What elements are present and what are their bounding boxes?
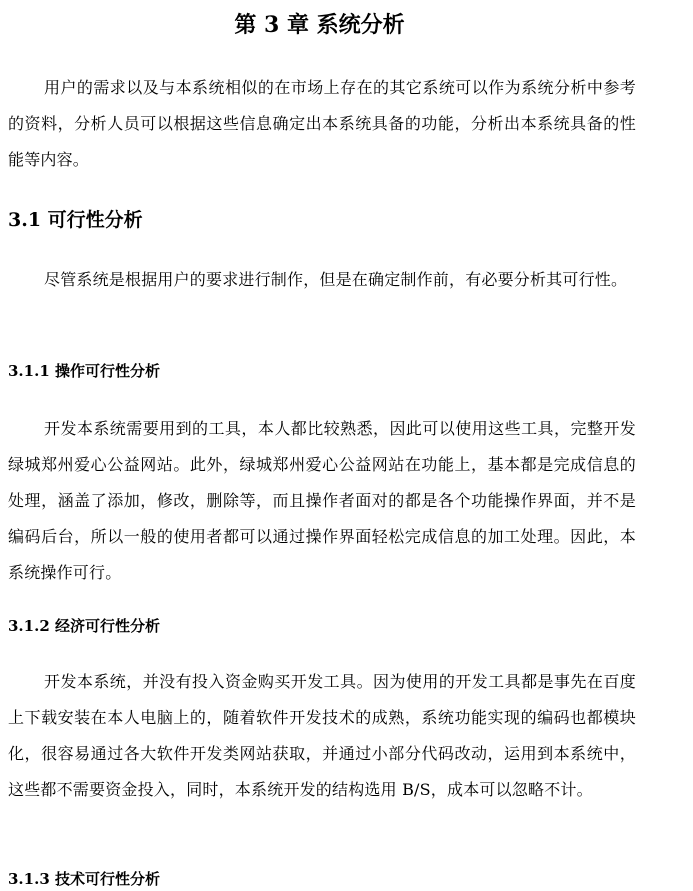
chapter-title: 第 3 章 系统分析 (234, 12, 405, 38)
section-3-1-1-paragraph: 开发本系统需要用到的工具，本人都比较熟悉，因此可以使用这些工具，完整开发绿城郑州爱心公益网站。此外，绿城郑州爱心公益网站在功能上，基本都是完成信息的处理，涵盖了添加，修改，删除等，而且操作者面对的都是各个功能操作界面，并不是编码后台，所以一般的使用者都可以通过操作界面轻松完成信息的加工处理。因此，本系统操作可行。 (8, 419, 636, 582)
section-heading-3-1-3: 3.1.3 技术可行性分析 (8, 870, 160, 888)
section-heading-3-1: 3.1 可行性分析 (8, 209, 143, 231)
section-3-1-2-paragraph: 开发本系统，并没有投入资金购买开发工具。因为使用的开发工具都是事先在百度上下载安装在本人电脑上的，随着软件开发技术的成熟，系统功能实现的编码也都模块化，很容易通过各大软件开发类网站获取，并通过小部分代码改动，运用到本系统中，这些都不需要资金投入，同时，本系统开发的结构选用 B/S，成本可以忽略不计。 (8, 672, 636, 799)
section-heading-3-1-2: 3.1.2 经济可行性分析 (8, 617, 160, 635)
section-heading-3-1-1: 3.1.1 操作可行性分析 (8, 362, 160, 380)
intro-paragraph: 用户的需求以及与本系统相似的在市场上存在的其它系统可以作为系统分析中参考的资料，分析人员可以根据这些信息确定出本系统具备的功能，分析出本系统具备的性能等内容。 (8, 78, 636, 169)
section-3-1-paragraph: 尽管系统是根据用户的要求进行制作，但是在确定制作前，有必要分析其可行性。 (44, 270, 628, 289)
